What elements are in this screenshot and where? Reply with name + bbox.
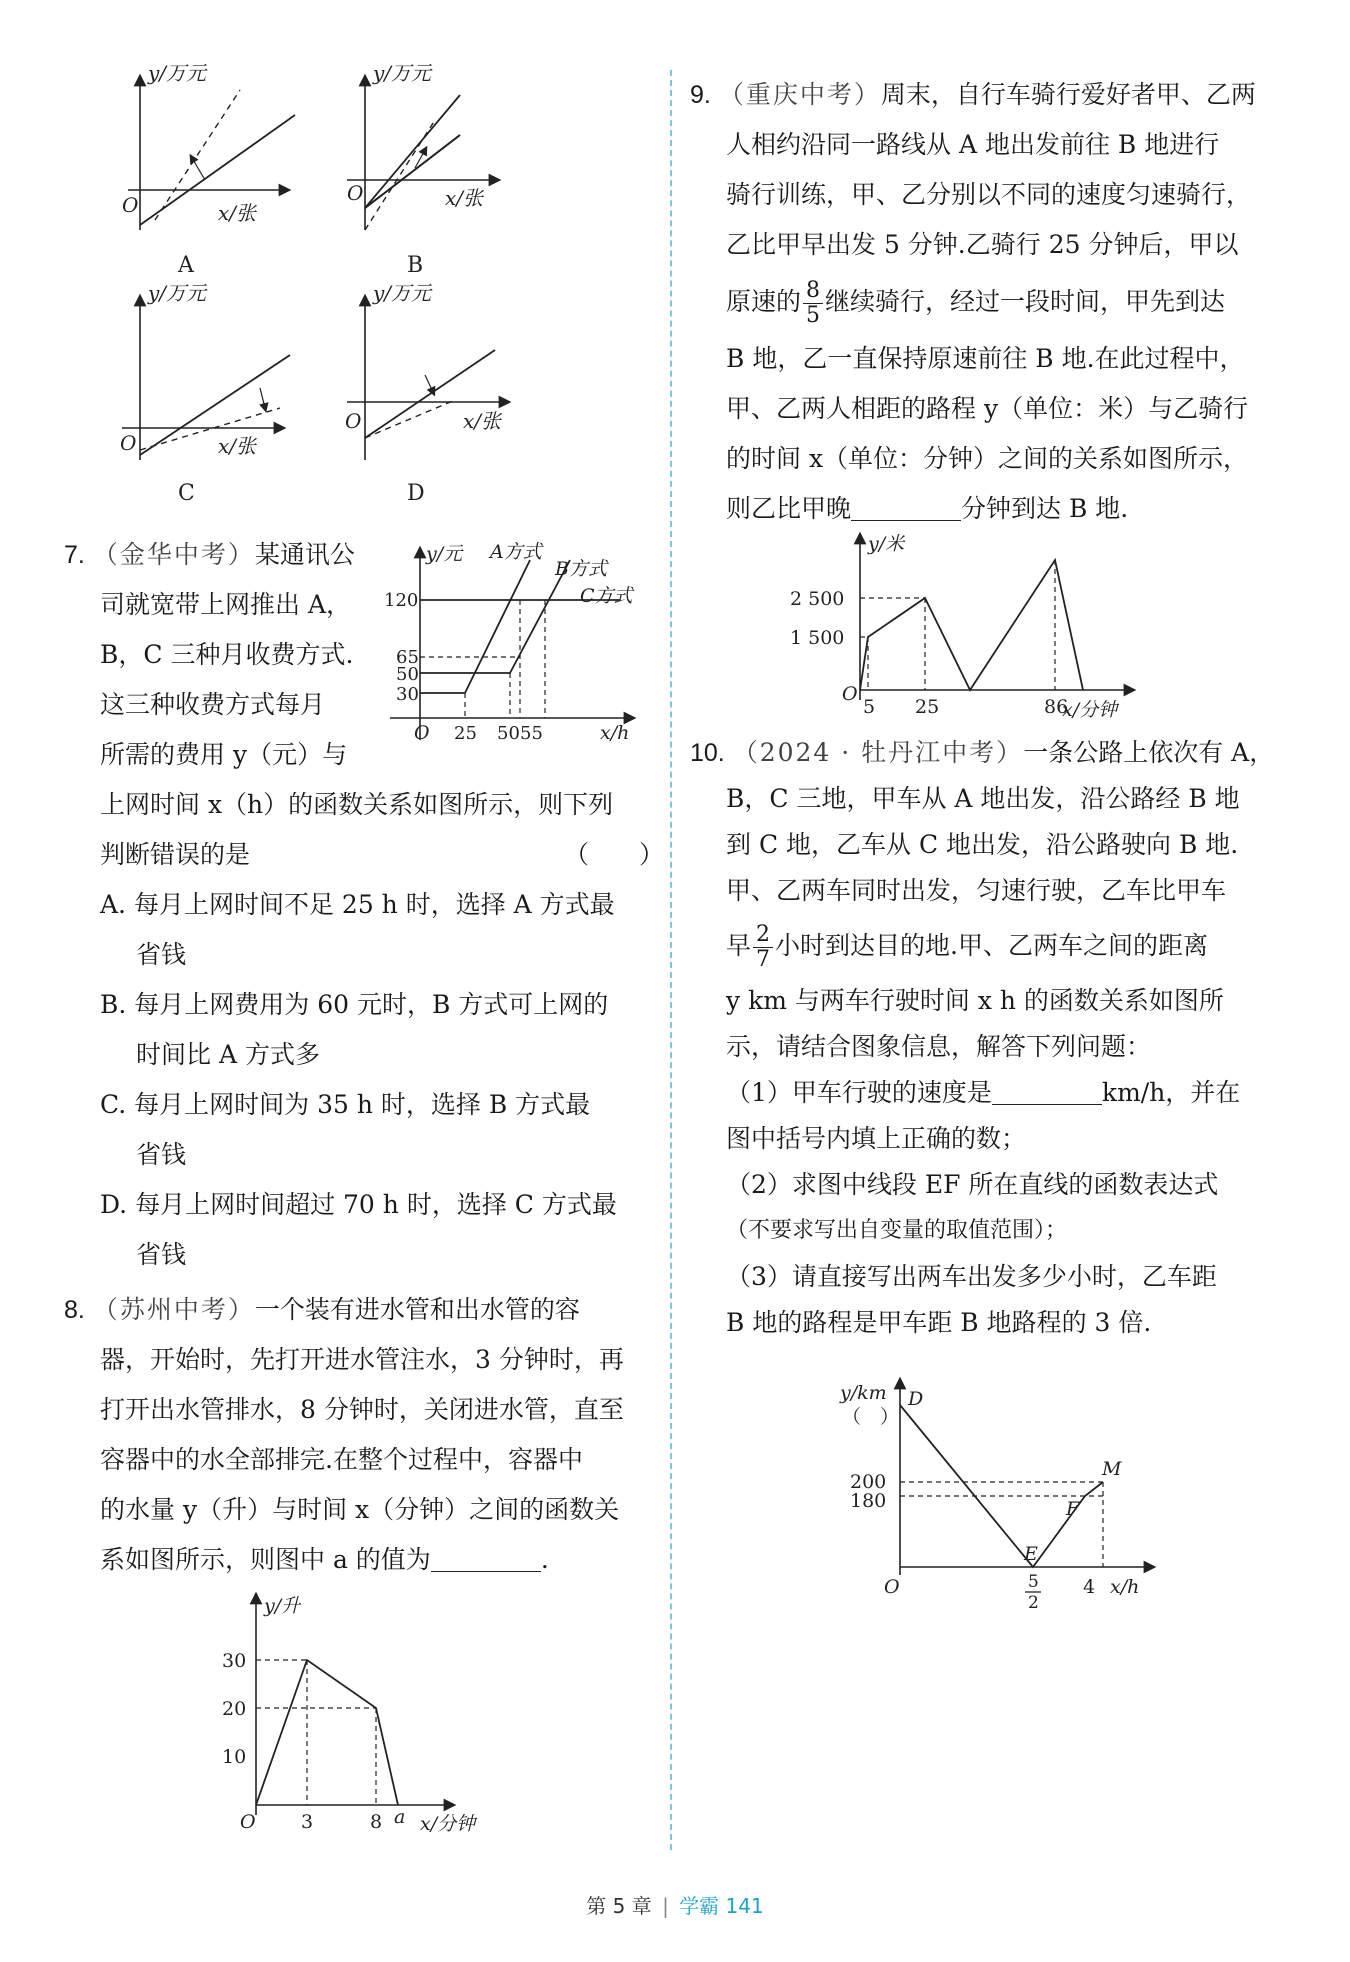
q6-b-option: B [407,253,424,278]
q9-line-0: 周末，自行车骑行爱好者甲、乙两 [880,80,1256,109]
q6-a-ylabel: y/万元 [148,61,207,85]
q9-answer-blank[interactable] [851,495,961,521]
q6-graph-c [120,281,290,506]
question-10 [690,730,1290,1346]
q7-chart-series-a: A方式 [490,541,542,563]
q8-line-5: 系如图所示，则图中 a 的值为 [100,1545,431,1574]
q6-c-ylabel: y/万元 [148,281,207,305]
q7-line-1: 司就宽带上网推出 A， [100,590,352,619]
question-8 [64,1285,664,1585]
q9-frac-den: 5 [806,303,821,328]
footer-brand: 学霸 [679,1894,720,1918]
q6-graph-b [347,61,495,278]
q7-chart-origin: O [414,722,430,744]
q9-frac-post: 继续骑行，经过一段时间，甲先到达 [825,287,1226,316]
q10-line-1: B，C 三地，甲车从 A 地出发，沿公路经 B 地 [726,784,1240,813]
q7-chart-xtick-50: 50 [497,723,520,744]
q9-frac-num: 8 [803,279,823,304]
q9-chart-ylabel: y/米 [868,533,905,555]
q7-opt-c-text: 每月上网时间为 35 h 时，选择 B 方式最 [134,1090,591,1119]
q6-graph-a [122,61,295,278]
q10-chart [840,1375,1160,1615]
q6-b-ylabel: y/万元 [373,61,432,85]
q9-number: 9. [690,81,711,109]
q10-sub3-cont: B 地的路程是甲车距 B 地路程的 3 倍. [726,1308,1152,1337]
q9-chart-origin: O [842,683,858,705]
q10-chart-point-m: M [1102,1458,1122,1480]
q10-chart-xtick-4: 4 [1083,1576,1096,1598]
q7-chart-series-c: C方式 [580,585,633,607]
q10-sub2: （2）求图中线段 EF 所在直线的函数表达式 [726,1170,1219,1199]
q6-b-xlabel: x/张 [445,186,484,210]
q10-line2-1: 示，请结合图象信息，解答下列问题： [726,1032,1152,1061]
q7-opt-b-label: B. [100,990,127,1019]
q7-chart-xtick-55: 55 [520,723,543,744]
q8-chart-ytick-10: 10 [222,1746,247,1768]
q10-chart-xtick-num: 5 [1028,1572,1039,1592]
q7-opt-b-text: 每月上网费用为 60 元时，B 方式可上网的 [134,990,609,1019]
q7-line-4: 所需的费用 y（元）与 [100,740,348,769]
q7-opt-c-label: C. [100,1090,127,1119]
q10-sub1-cont: 图中括号内填上正确的数； [726,1124,1027,1153]
q6-d-ylabel: y/万元 [373,281,432,305]
q10-line-2: 到 C 地，乙车从 C 地出发，沿公路驶向 B 地. [726,830,1239,859]
q7-chart-ytick-65: 65 [396,647,419,668]
q10-fraction [753,923,773,972]
q8-answer-blank[interactable] [431,1546,541,1572]
q7-opt-d-label: D. [100,1190,128,1219]
q6-graph-d [345,281,505,506]
q7-opt-d-text: 每月上网时间超过 70 h 时，选择 C 方式最 [135,1190,617,1219]
q9-last-pre: 则乙比甲晚 [726,494,852,523]
q7-line-2: B，C 三种月收费方式. [100,640,354,669]
q9-chart-ytick-2500: 2 500 [790,588,845,610]
q7-option-c[interactable] [64,1080,664,1130]
q7-chart-ytick-30: 30 [396,684,419,705]
q9-line2-1: 甲、乙两人相距的路程 y（单位：米）与乙骑行 [726,394,1249,423]
q7-chart-xlabel: x/h [600,722,630,744]
q9-fraction [803,279,823,328]
q9-chart-xtick-86: 86 [1044,696,1069,718]
q10-line-3: 甲、乙两车同时出发，匀速行驶，乙车比甲车 [726,876,1227,905]
q9-source: （重庆中考） [718,80,881,109]
q6-c-origin: O [120,431,137,455]
q10-source: （2024 · 牡丹江中考） [732,738,1024,767]
q9-chart-xtick-5: 5 [863,696,876,718]
q8-chart-xlabel: x/分钟 [420,1813,476,1835]
q9-line2-2: 的时间 x（单位：分钟）之间的关系如图所示， [726,444,1249,473]
footer-chapter: 第 5 章 [586,1894,652,1918]
q10-sub1-pre: （1）甲车行驶的速度是 [726,1078,992,1107]
q6-c-option: C [178,481,195,506]
q8-chart-ytick-20: 20 [222,1698,247,1720]
q10-frac-pre: 早 [726,931,752,960]
q10-chart-ytick-180: 180 [850,1490,887,1512]
column-divider [670,70,672,1850]
q10-frac-post: 小时到达目的地.甲、乙两车之间的距离 [775,931,1208,960]
q7-option-b[interactable] [64,980,664,1030]
q10-sub2-cont: （不要求写出自变量的取值范围）； [726,1218,1068,1243]
q7-number: 7. [64,541,85,569]
q8-number: 8. [64,1296,85,1324]
q7-chart-ylabel: y/元 [426,543,463,565]
q8-end: . [540,1545,549,1574]
q8-line-2: 打开出水管排水，8 分钟时，关闭进水管，直至 [100,1395,624,1424]
q10-frac-den: 7 [756,947,771,972]
q9-chart [790,530,1130,730]
q9-chart-xtick-25: 25 [915,696,940,718]
q7-chart [384,540,650,744]
q10-sub1-post: km/h，并在 [1101,1078,1241,1107]
q8-source: （苏州中考） [92,1295,255,1324]
q6-a-option: A [178,253,194,278]
q10-chart-xtick-den: 2 [1028,1593,1039,1613]
q7-line-0: 某通讯公 [254,540,355,569]
q8-chart-xtick-8: 8 [370,1811,383,1833]
q9-line-3: 乙比甲早出发 5 分钟.乙骑行 25 分钟后，甲以 [726,230,1239,259]
q10-chart-origin: O [884,1576,900,1598]
q10-number: 10. [690,739,725,767]
q7-chart-series-b: B方式 [555,558,607,580]
q10-chart-point-e: E [1024,1543,1038,1565]
q6-d-xlabel: x/张 [463,409,502,433]
q10-chart-point-d: D [908,1388,924,1410]
q10-sub3: （3）请直接写出两车出发多少小时，乙车距 [726,1262,1217,1291]
q8-line-0: 一个装有进水管和出水管的容 [254,1295,580,1324]
q9-line-1: 人相约沿同一路线从 A 地出发前往 B 地进行 [726,130,1220,159]
q8-line-3: 容器中的水全部排完.在整个过程中，容器中 [100,1445,583,1474]
footer-separator: | [662,1894,669,1918]
question-9 [690,70,1290,534]
q8-chart-ylabel: y/升 [264,1595,301,1617]
q10-answer-blank[interactable] [992,1079,1102,1105]
q8-chart-xtick-3: 3 [301,1811,314,1833]
q7-opt-a-text: 每月上网时间不足 25 h 时，选择 A 方式最 [133,890,615,919]
q6-graphs [0,40,660,560]
q8-chart-xtick-a: a [394,1806,406,1828]
q8-chart-ytick-30: 30 [222,1650,247,1672]
q6-c-xlabel: x/张 [218,434,257,458]
footer-page-number: 141 [725,1894,764,1918]
q9-frac-pre: 原速的 [726,287,802,316]
q7-line-3: 这三种收费方式每月 [100,690,326,719]
q7-opt-b-cont: 时间比 A 方式多 [136,1040,320,1069]
q7-line-5: 上网时间 x（h）的函数关系如图所示，则下列 [100,790,614,819]
q7-answer-paren[interactable]: （ ） [563,840,664,869]
q7-opt-d-cont: 省钱 [136,1240,187,1269]
q10-chart-ytick-200: 200 [850,1471,887,1493]
q8-line-4: 的水量 y（升）与时间 x（分钟）之间的函数关 [100,1495,620,1524]
q10-line2-0: y km 与两车行驶时间 x h 的函数关系如图所 [726,986,1224,1015]
q8-chart [220,1590,480,1835]
q6-b-origin: O [347,181,364,205]
q7-option-d[interactable] [64,1180,664,1230]
q7-option-a[interactable] [64,880,664,930]
q6-a-origin: O [122,193,139,217]
q6-d-origin: O [345,409,362,433]
q7-opt-a-label: A. [100,890,127,919]
q7-opt-c-cont: 省钱 [136,1140,187,1169]
q10-frac-num: 2 [753,923,773,948]
q6-a-xlabel: x/张 [218,201,257,225]
q7-chart-xtick-25: 25 [454,723,477,744]
q9-line2-0: B 地，乙一直保持原速前往 B 地.在此过程中， [726,344,1245,373]
q7-chart-ytick-120: 120 [384,590,419,611]
page-footer [0,1890,1350,1919]
q7-line-6: 判断错误的是 [100,840,251,869]
q7-chart-ytick-50: 50 [396,664,419,685]
q9-chart-xlabel: x/分钟 [1062,699,1118,721]
q9-chart-ytick-1500: 1 500 [790,627,845,649]
q10-chart-ylabel: y/km [840,1382,887,1404]
q7-source: （金华中考） [92,540,255,569]
q10-chart-xlabel: x/h [1110,1576,1140,1598]
q9-line-2: 骑行训练，甲、乙分别以不同的速度匀速骑行， [726,180,1252,209]
q6-d-option: D [407,481,425,506]
q10-chart-yparen: （ ） [842,1406,900,1428]
q8-chart-origin: O [240,1811,256,1833]
q8-line-1: 器，开始时，先打开进水管注水，3 分钟时，再 [100,1345,624,1374]
q9-last-post: 分钟到达 B 地. [961,494,1129,523]
q10-chart-point-f: F [1066,1498,1080,1520]
q10-line-0: 一条公路上依次有 A， [1023,738,1275,767]
q7-opt-a-cont: 省钱 [136,940,187,969]
